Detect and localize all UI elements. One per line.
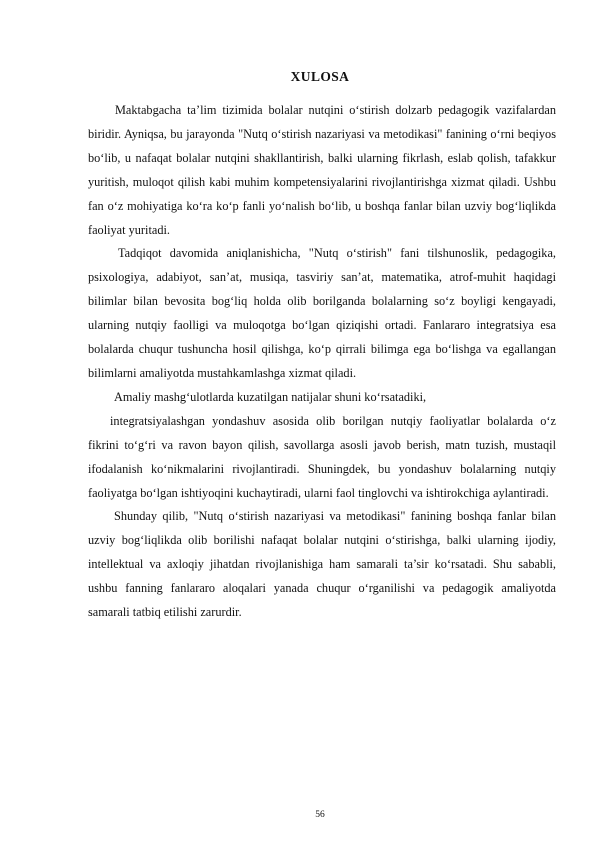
page-number: 56: [315, 810, 325, 820]
paragraph-1: Maktabgacha ta’lim tizimida bolalar nutqini o‘stirish dolzarb pedagogik vazifalardan biridir. Ayniqsa, bu jarayonda "Nutq o‘stirish nazariyasi va metodikasi" fanining o‘rni beqiyos bo‘lib, u nafaqat bolalar nutqini shakllantirish, balki ularning fikrlash, eslab qolish, tafakkur yuritish, muloqot qilish kabi muhim kompetensiyalarini rivojlantirishga xizmat qiladi. Ushbu fan o‘z mohiyatiga ko‘ra ko‘p fanli yo‘nalish bo‘lib, u boshqa fanlar bilan uzviy bog‘liqlikda faoliyat yuritadi.: [88, 103, 556, 237]
paragraph-2: Tadqiqot davomida aniqlanishicha, "Nutq o‘stirish" fani tilshunoslik, pedagogika, psixologiya, adabiyot, san’at, musiqa, tasviriy san’at, matematika, atrof-muhit haqidagi bilimlar bilan bevosita bog‘liq holda olib borilganda bolalarning so‘z boyligi kengayadi, ularning nutqiy faolligi va muloqotga bo‘lgan qiziqishi ortadi. Fanlararo integratsiya esa bolalarda chuqur tushuncha hosil qilishga, ko‘p qirrali bilimga ega bo‘lishga va egallangan bilimlarni amaliyotda mustahkamlashga xizmat qiladi.: [88, 246, 556, 380]
body-text: [88, 99, 556, 625]
page-title: XULOSA: [290, 69, 350, 84]
paragraph-5: Shunday qilib, "Nutq o‘stirish nazariyasi va metodikasi" fanining boshqa fanlar bilan uzviy bog‘liqlikda olib borilishi nafaqat bolalar nutqini o‘stirishga, balki ularning ijodiy, intellektual va axloqiy jihatdan rivojlanishiga ham samarali ta’sir ko‘rsatadi. Shu sababli, ushbu fanning fanlararo aloqalari yanada chuqur o‘rganilishi va pedagogik amaliyotda samarali tatbiq etilishi zarurdir.: [88, 509, 556, 620]
paragraph-3: Amaliy mashg‘ulotlarda kuzatilgan natijalar shuni ko‘rsatadiki,: [114, 389, 427, 404]
paragraph-4: integratsiyalashgan yondashuv asosida olib borilgan nutqiy faoliyatlar bolalarda o‘z fikrini to‘g‘ri va ravon bayon qilish, savollarga asosli javob berish, matn tuzish, mustaqil ifodalanish ko‘nikmalarini rivojlantiradi. Shuningdek, bu yondashuv bolalarning nutqiy faoliyatga bo‘lgan ishtiyoqini kuchaytiradi, ularni faol tinglovchi va ishtirokchiga aylantiradi.: [88, 413, 556, 500]
